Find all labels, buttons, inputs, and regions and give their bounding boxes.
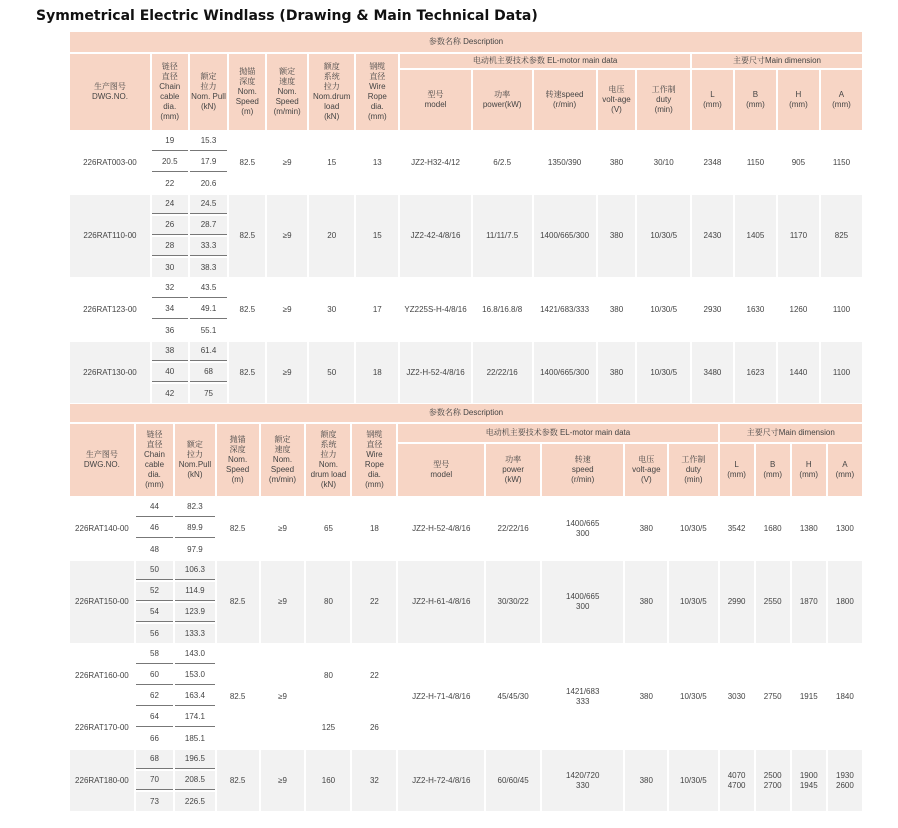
l-header: L (mm) [720, 444, 754, 496]
chain-cell: 52 [136, 582, 173, 601]
drum-cell: 65 [306, 498, 350, 559]
speed-cell: 82.5 [217, 561, 259, 643]
voltage-cell: 380 [625, 750, 667, 811]
spec-table-1 [68, 30, 864, 405]
speed-cell: 82.5 [229, 195, 265, 277]
duty-cell: 10/30/5 [669, 498, 717, 559]
wire-cell: 32 [352, 750, 396, 811]
rspeed-header: 转速speed (r/min) [534, 70, 596, 130]
wire-cell: 17 [356, 279, 398, 340]
wire-cell: 18 [352, 498, 396, 559]
pull-header: 额定 拉力 Nom. Pull (kN) [190, 54, 228, 130]
h-cell: 1260 [778, 279, 819, 340]
dwg-cell: 226RAT123-00 [70, 279, 150, 340]
rspeed-cell: 1400/665 300 [542, 561, 623, 643]
speed-header: 抛锚 深度 Nom. Speed (m) [229, 54, 265, 130]
chain-cell: 42 [152, 384, 188, 403]
wire-header: 钢缆 直径 Wire Rope dia. (mm) [356, 54, 398, 130]
speed-header: 抛锚 深度 Nom. Speed (m) [217, 424, 259, 496]
b-cell: 1630 [735, 279, 776, 340]
dwg-cell: 226RAT130-00 [70, 342, 150, 403]
dimension-header: 主要尺寸Main dimension [720, 424, 862, 442]
wire-cell: 22 [352, 645, 396, 706]
b-header: B (mm) [735, 70, 776, 130]
chain-cell: 20.5 [152, 153, 188, 172]
chain-cell: 26 [152, 216, 188, 235]
power-cell: 45/45/30 [486, 645, 540, 748]
b-cell: 1680 [756, 498, 790, 559]
power-header: 功率 power(kW) [473, 70, 532, 130]
rspeed-cell: 1400/665/300 [534, 342, 596, 403]
a-cell: 1100 [821, 342, 862, 403]
h-cell: 1915 [792, 645, 826, 748]
pull-cell: 24.5 [190, 195, 228, 214]
pull-cell: 196.5 [175, 750, 215, 769]
chain-cell: 28 [152, 237, 188, 256]
wire-cell: 13 [356, 132, 398, 193]
drum-cell: 80 [306, 645, 350, 706]
chain-cell: 38 [152, 342, 188, 361]
a-header: A (mm) [821, 70, 862, 130]
chain-cell: 46 [136, 519, 173, 538]
voltage-cell: 380 [625, 561, 667, 643]
chain-cell: 19 [152, 132, 188, 151]
voltage-header: 电压 volt-age (V) [598, 70, 636, 130]
nom-speed-cell: ≥9 [261, 498, 305, 559]
rspeed-cell: 1350/390 [534, 132, 596, 193]
rspeed-cell: 1400/665 300 [542, 498, 623, 559]
chain-cell: 56 [136, 624, 173, 643]
rspeed-cell: 1420/720 330 [542, 750, 623, 811]
model-cell: JZ2-H-61-4/8/16 [398, 561, 484, 643]
chain-cell: 54 [136, 603, 173, 622]
b-cell: 1623 [735, 342, 776, 403]
pull-cell: 49.1 [190, 300, 228, 319]
pull-cell: 174.1 [175, 708, 215, 727]
model-cell: JZ2-H-52-4/8/16 [400, 342, 470, 403]
pull-cell: 38.3 [190, 258, 228, 277]
a-cell: 1840 [828, 645, 862, 748]
nom-speed-cell: ≥9 [261, 645, 305, 748]
wire-cell: 26 [352, 708, 396, 748]
b-cell: 2550 [756, 561, 790, 643]
pull-cell: 28.7 [190, 216, 228, 235]
drum-header: 额度 系统 拉力 Nom. drum load (kN) [306, 424, 350, 496]
dwg-header: 生产图号 DWG.NO. [70, 54, 150, 130]
power-cell: 16.8/16.8/8 [473, 279, 532, 340]
model-header: 型号 model [398, 444, 484, 496]
nom-speed-cell: ≥9 [267, 279, 307, 340]
power-cell: 6/2.5 [473, 132, 532, 193]
a-cell: 1300 [828, 498, 862, 559]
h-header: H (mm) [778, 70, 819, 130]
l-cell: 3542 [720, 498, 754, 559]
l-cell: 3030 [720, 645, 754, 748]
power-cell: 22/22/16 [486, 498, 540, 559]
pull-cell: 15.3 [190, 132, 228, 151]
l-cell: 2930 [692, 279, 733, 340]
model-header: 型号 model [400, 70, 470, 130]
duty-cell: 10/30/5 [669, 750, 717, 811]
chain-cell: 73 [136, 792, 173, 811]
rspeed-header: 转速 speed (r/min) [542, 444, 623, 496]
l-header: L (mm) [692, 70, 733, 130]
a-header: A (mm) [828, 444, 862, 496]
power-cell: 60/60/45 [486, 750, 540, 811]
drum-cell: 20 [309, 195, 354, 277]
voltage-cell: 380 [598, 342, 636, 403]
dwg-cell: 226RAT003-00 [70, 132, 150, 193]
description-header: 参数名称 Description [70, 32, 862, 52]
voltage-cell: 380 [598, 195, 636, 277]
dwg-cell: 226RAT180-00 [70, 750, 134, 811]
h-cell: 1870 [792, 561, 826, 643]
speed-cell: 82.5 [217, 498, 259, 559]
model-cell: JZ2-H-72-4/8/16 [398, 750, 484, 811]
model-cell: JZ2-H32-4/12 [400, 132, 470, 193]
voltage-header: 电压 volt-age (V) [625, 444, 667, 496]
rspeed-cell: 1421/683/333 [534, 279, 596, 340]
drum-cell: 30 [309, 279, 354, 340]
model-cell: JZ2-42-4/8/16 [400, 195, 470, 277]
dwg-cell: 226RAT150-00 [70, 561, 134, 643]
h-cell: 1900 1945 [792, 750, 826, 811]
duty-header: 工作制 duty (min) [669, 444, 717, 496]
wire-cell: 22 [352, 561, 396, 643]
h-cell: 1440 [778, 342, 819, 403]
chain-cell: 66 [136, 729, 173, 748]
dwg-cell: 226RAT170-00 [70, 708, 134, 748]
rspeed-cell: 1400/665/300 [534, 195, 596, 277]
pull-cell: 123.9 [175, 603, 215, 622]
dwg-cell: 226RAT110-00 [70, 195, 150, 277]
nom-speed-cell: ≥9 [267, 195, 307, 277]
chain-cell: 32 [152, 279, 188, 298]
speed-cell: 82.5 [229, 132, 265, 193]
drum-cell: 125 [306, 708, 350, 748]
model-cell: JZ2-H-71-4/8/16 [398, 645, 484, 748]
speed-cell: 82.5 [229, 279, 265, 340]
chain-header: 链径 直径 Chain cable dia. (mm) [152, 54, 188, 130]
a-cell: 1150 [821, 132, 862, 193]
chain-cell: 34 [152, 300, 188, 319]
duty-header: 工作制 duty (min) [637, 70, 690, 130]
pull-cell: 75 [190, 384, 228, 403]
chain-cell: 22 [152, 174, 188, 193]
dwg-header: 生产图号 DWG.NO. [70, 424, 134, 496]
chain-cell: 48 [136, 540, 173, 559]
speed-cell: 82.5 [217, 645, 259, 748]
chain-cell: 64 [136, 708, 173, 727]
pull-cell: 97.9 [175, 540, 215, 559]
pull-cell: 208.5 [175, 771, 215, 790]
h-cell: 1170 [778, 195, 819, 277]
pull-cell: 55.1 [190, 321, 228, 340]
dimension-header: 主要尺寸Main dimension [692, 54, 862, 68]
voltage-cell: 380 [625, 645, 667, 748]
nom-speed-header: 额定 速度 Nom. Speed (m/min) [267, 54, 307, 130]
rspeed-cell: 1421/683 333 [542, 645, 623, 748]
voltage-cell: 380 [598, 132, 636, 193]
l-cell: 3480 [692, 342, 733, 403]
h-cell: 905 [778, 132, 819, 193]
duty-cell: 10/30/5 [637, 342, 690, 403]
description-header: 参数名称 Description [70, 404, 862, 422]
wire-cell: 18 [356, 342, 398, 403]
nom-speed-cell: ≥9 [261, 561, 305, 643]
a-cell: 1930 2600 [828, 750, 862, 811]
dwg-cell: 226RAT160-00 [70, 645, 134, 706]
chain-cell: 70 [136, 771, 173, 790]
b-cell: 2500 2700 [756, 750, 790, 811]
voltage-cell: 380 [625, 498, 667, 559]
chain-cell: 44 [136, 498, 173, 517]
b-cell: 2750 [756, 645, 790, 748]
a-cell: 1100 [821, 279, 862, 340]
duty-cell: 10/30/5 [669, 645, 717, 748]
chain-cell: 24 [152, 195, 188, 214]
wire-cell: 15 [356, 195, 398, 277]
power-cell: 22/22/16 [473, 342, 532, 403]
motor-header: 电动机主要技术参数 EL-motor main data [400, 54, 690, 68]
pull-cell: 185.1 [175, 729, 215, 748]
pull-cell: 226.5 [175, 792, 215, 811]
duty-cell: 10/30/5 [637, 279, 690, 340]
dwg-cell: 226RAT140-00 [70, 498, 134, 559]
pull-cell: 143.0 [175, 645, 215, 664]
drum-header: 额度 系统 拉力 Nom.drum load (kN) [309, 54, 354, 130]
h-cell: 1380 [792, 498, 826, 559]
b-cell: 1405 [735, 195, 776, 277]
drum-cell: 15 [309, 132, 354, 193]
nom-speed-cell: ≥9 [267, 132, 307, 193]
pull-header: 额定 拉力 Nom.Pull (kN) [175, 424, 215, 496]
chain-cell: 30 [152, 258, 188, 277]
speed-cell: 82.5 [229, 342, 265, 403]
duty-cell: 10/30/5 [669, 561, 717, 643]
duty-cell: 10/30/5 [637, 195, 690, 277]
chain-cell: 68 [136, 750, 173, 769]
b-header: B (mm) [756, 444, 790, 496]
a-cell: 1800 [828, 561, 862, 643]
power-cell: 30/30/22 [486, 561, 540, 643]
chain-cell: 40 [152, 363, 188, 382]
pull-cell: 68 [190, 363, 228, 382]
a-cell: 825 [821, 195, 862, 277]
nom-speed-header: 额定 速度 Nom. Speed (m/min) [261, 424, 305, 496]
pull-cell: 33.3 [190, 237, 228, 256]
power-header: 功率 power (kW) [486, 444, 540, 496]
model-cell: YZ225S-H-4/8/16 [400, 279, 470, 340]
drum-cell: 160 [306, 750, 350, 811]
power-cell: 11/11/7.5 [473, 195, 532, 277]
pull-cell: 89.9 [175, 519, 215, 538]
pull-cell: 106.3 [175, 561, 215, 580]
motor-header: 电动机主要技术参数 EL-motor main data [398, 424, 717, 442]
chain-cell: 50 [136, 561, 173, 580]
nom-speed-cell: ≥9 [267, 342, 307, 403]
pull-cell: 20.6 [190, 174, 228, 193]
chain-cell: 36 [152, 321, 188, 340]
speed-cell: 82.5 [217, 750, 259, 811]
pull-cell: 114.9 [175, 582, 215, 601]
voltage-cell: 380 [598, 279, 636, 340]
drum-cell: 50 [309, 342, 354, 403]
pull-cell: 43.5 [190, 279, 228, 298]
wire-header: 钢缆 直径 Wire Rope dia. (mm) [352, 424, 396, 496]
nom-speed-cell: ≥9 [261, 750, 305, 811]
l-cell: 4070 4700 [720, 750, 754, 811]
pull-cell: 61.4 [190, 342, 228, 361]
chain-header: 链径 直径 Chain cable dia. (mm) [136, 424, 173, 496]
l-cell: 2430 [692, 195, 733, 277]
pull-cell: 153.0 [175, 666, 215, 685]
duty-cell: 30/10 [637, 132, 690, 193]
h-header: H (mm) [792, 444, 826, 496]
chain-cell: 60 [136, 666, 173, 685]
pull-cell: 82.3 [175, 498, 215, 517]
chain-cell: 62 [136, 687, 173, 706]
pull-cell: 163.4 [175, 687, 215, 706]
b-cell: 1150 [735, 132, 776, 193]
pull-cell: 17.9 [190, 153, 228, 172]
spec-table-2 [68, 402, 864, 813]
l-cell: 2348 [692, 132, 733, 193]
page-title: Symmetrical Electric Windlass (Drawing & Main Technical Data) [36, 8, 538, 24]
chain-cell: 58 [136, 645, 173, 664]
l-cell: 2990 [720, 561, 754, 643]
drum-cell: 80 [306, 561, 350, 643]
model-cell: JZ2-H-52-4/8/16 [398, 498, 484, 559]
pull-cell: 133.3 [175, 624, 215, 643]
